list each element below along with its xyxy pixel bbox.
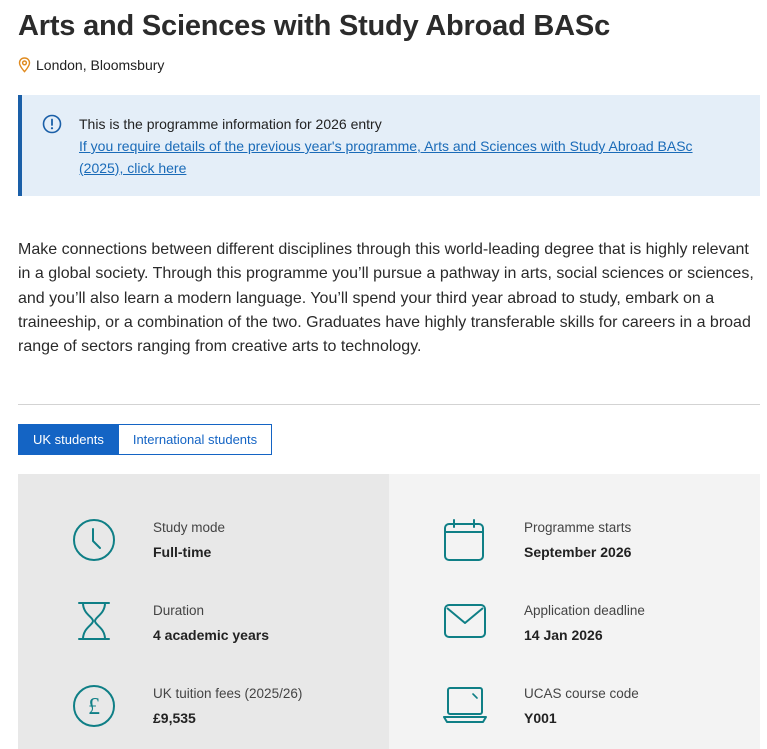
location-text: London, Bloomsbury (36, 57, 165, 73)
study-mode-label: Study mode (153, 520, 226, 535)
svg-text:£: £ (88, 694, 100, 720)
ucas-code-label: UCAS course code (524, 686, 639, 701)
page-title: Arts and Sciences with Study Abroad BASc (18, 10, 610, 42)
laptop-icon (443, 686, 487, 726)
key-facts-right (389, 474, 760, 749)
envelope-icon (443, 602, 487, 640)
duration-value: 4 academic years (153, 627, 269, 643)
tuition-fees-label: UK tuition fees (2025/26) (153, 686, 303, 701)
application-deadline-label: Application deadline (524, 603, 645, 618)
tuition-fees-value: £9,535 (153, 710, 196, 726)
programme-starts-value: September 2026 (524, 544, 632, 560)
previous-year-link[interactable]: If you require details of the previous year's programme, Arts and Sciences with Study Abroad BASc (2025), click here (79, 138, 693, 176)
tab-uk-students[interactable]: UK students (18, 424, 119, 455)
student-type-tabs (18, 424, 272, 455)
key-facts-left (18, 474, 389, 749)
location (18, 56, 164, 74)
duration-label: Duration (153, 603, 205, 618)
tab-international-students[interactable]: International students (119, 424, 272, 455)
programme-description: Make connections between different disciplines through this world-leading degree that is highly relevant in a global society. Through this programme you’ll pursue a pathway in arts, social sciences or sciences, and you’ll also learn a modern language. You’ll spend your third year abroad to study, embark on a traineeship, or a combination of the two. Graduates have highly transferable skills for careers in a broad range of sectors ranging from creative arts to technology. (18, 241, 754, 356)
entry-notice (18, 95, 760, 196)
ucas-code-value: Y001 (524, 710, 557, 726)
divider (18, 404, 760, 405)
study-mode-value: Full-time (153, 544, 212, 560)
programme-starts-label: Programme starts (524, 520, 632, 535)
map-pin-icon (18, 57, 31, 73)
application-deadline-value: 14 Jan 2026 (524, 627, 603, 643)
notice-text: This is the programme information for 2026 entry (79, 116, 382, 132)
info-icon (42, 114, 62, 134)
pound-icon (72, 684, 116, 728)
calendar-icon (443, 518, 485, 562)
clock-icon (72, 518, 116, 562)
hourglass-icon (76, 601, 112, 641)
